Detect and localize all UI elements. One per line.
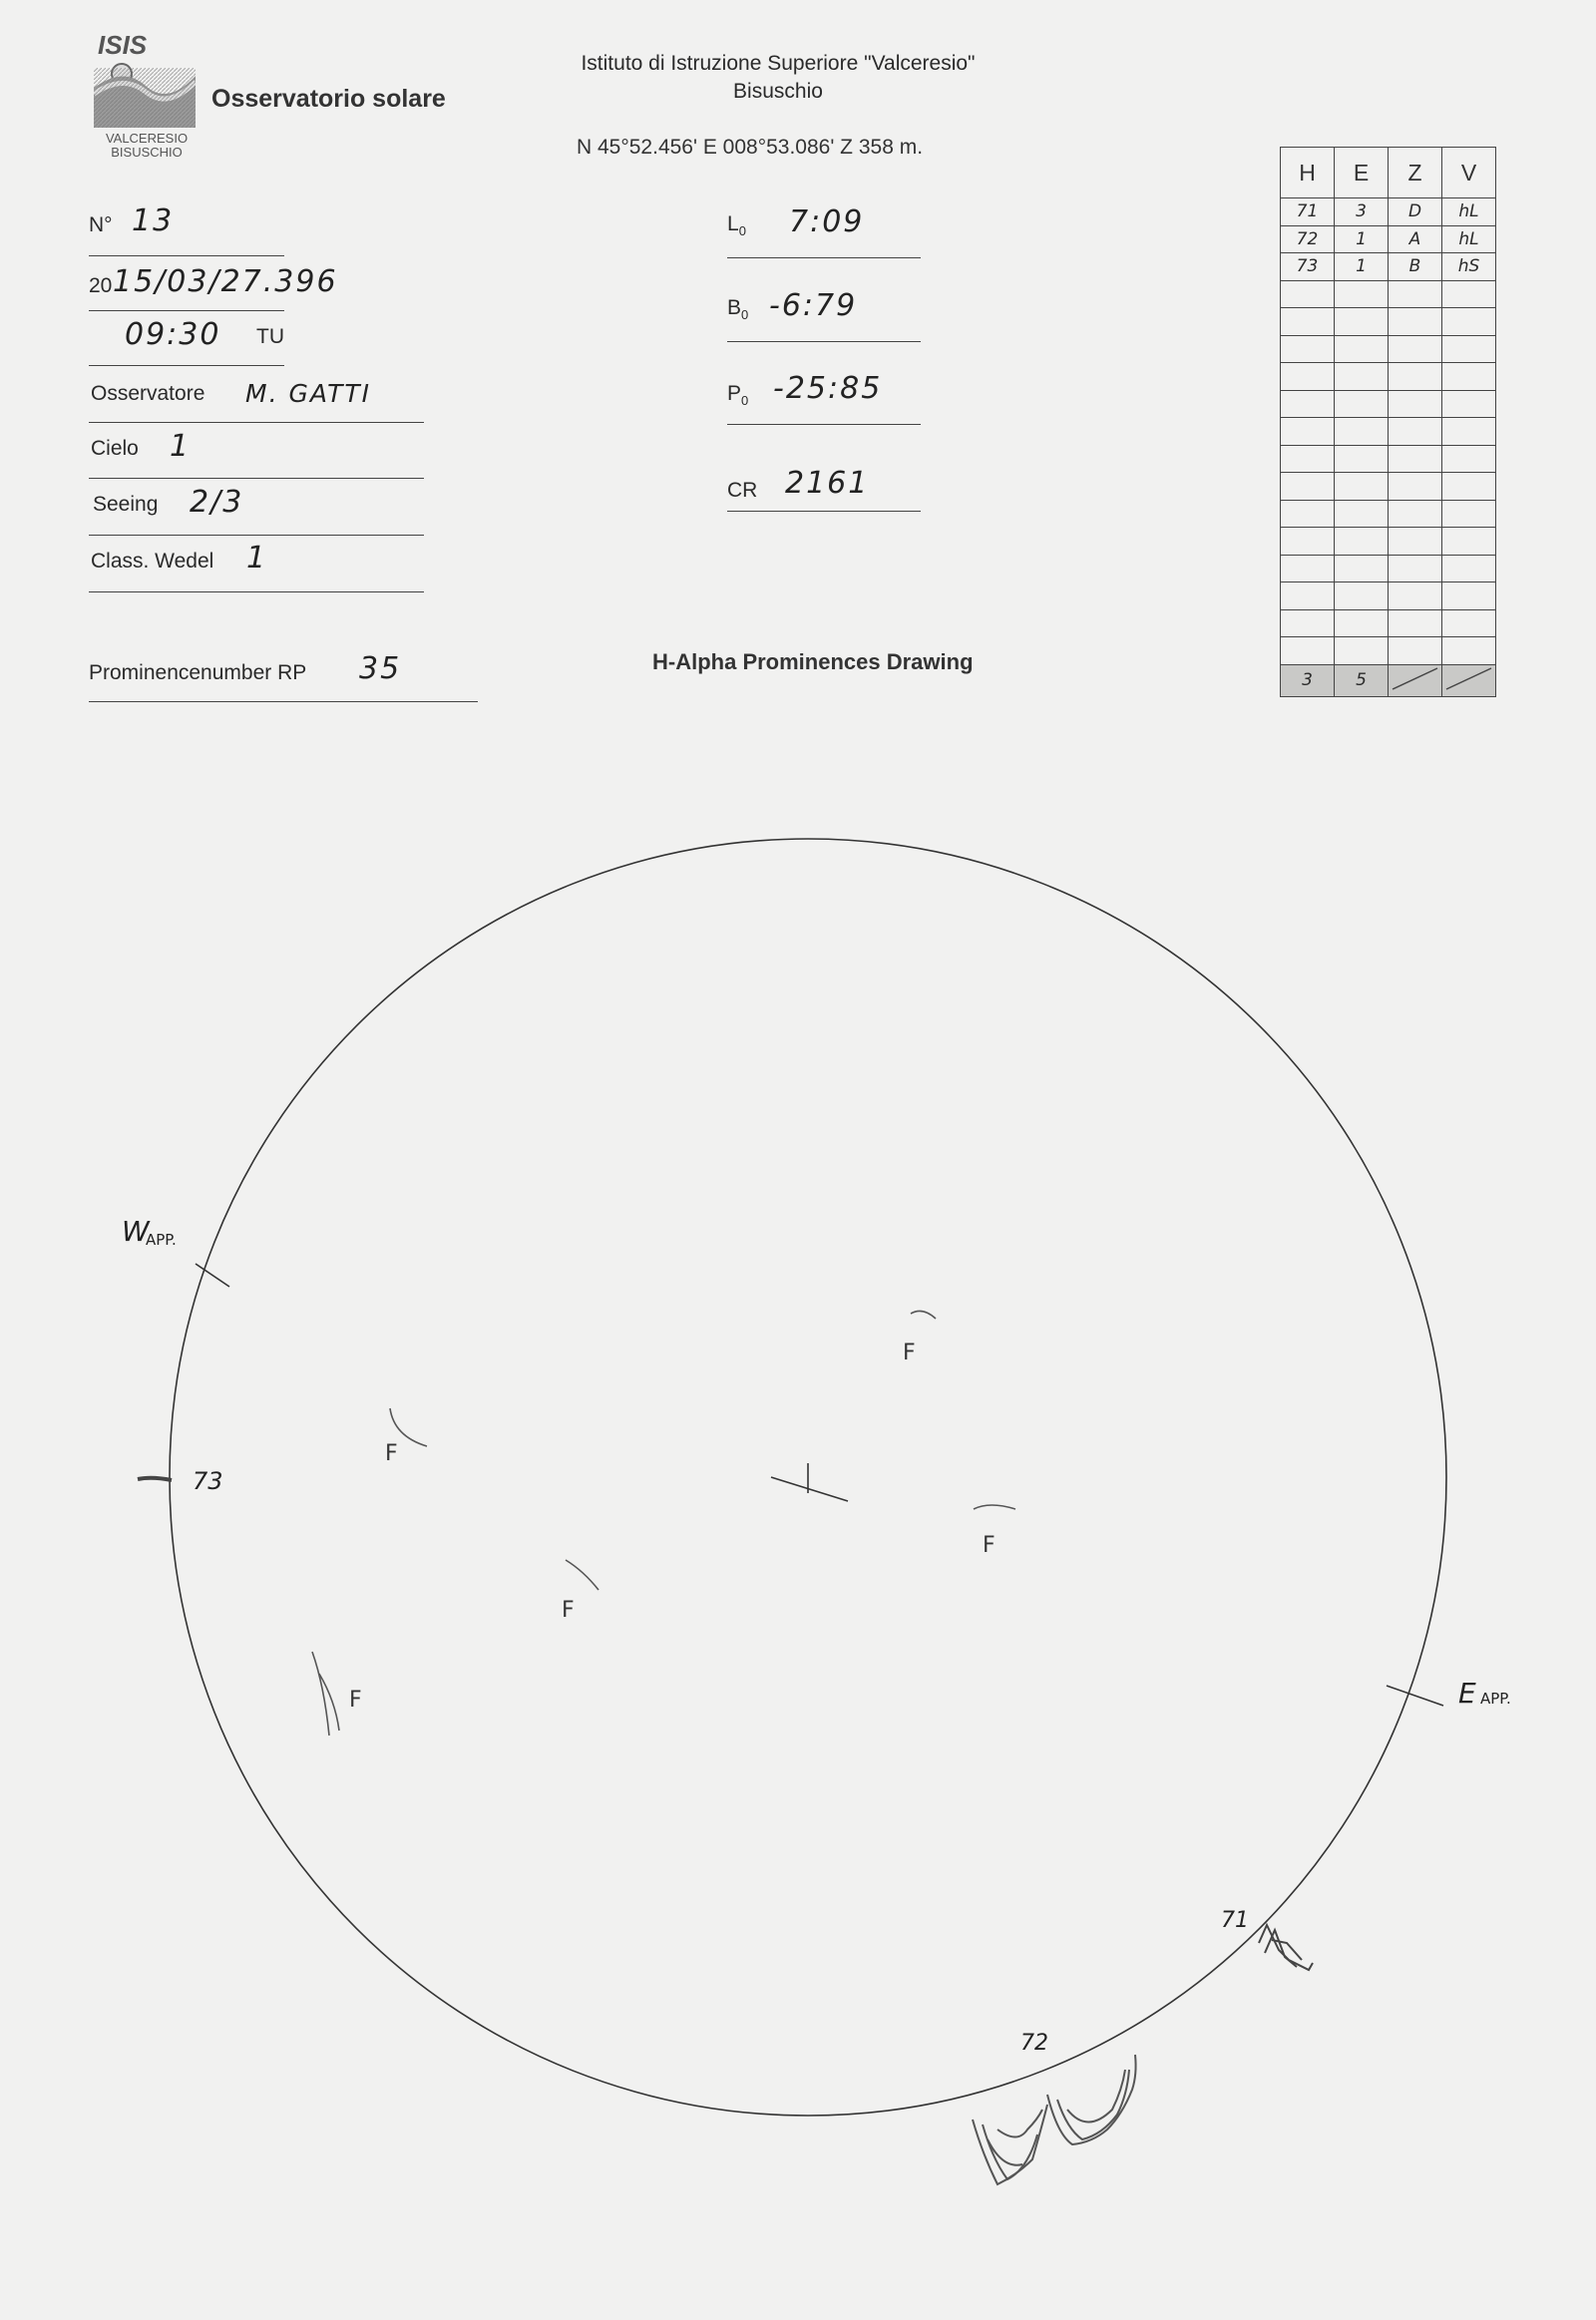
date-value: 15/03/27.396 bbox=[113, 264, 338, 299]
filament-1-mark bbox=[911, 1311, 936, 1319]
prominence-73-mark bbox=[138, 1478, 172, 1480]
filament-4-label: F bbox=[562, 1598, 575, 1623]
west-label-sub: APP. bbox=[146, 1231, 177, 1249]
cr-label: CR bbox=[727, 479, 758, 502]
l0-letter: L bbox=[727, 212, 739, 235]
east-label-sub: APP. bbox=[1480, 1690, 1511, 1708]
filament-1-label: F bbox=[903, 1341, 916, 1365]
site-coordinates: N 45°52.456' E 008°53.086' Z 358 m. bbox=[577, 136, 924, 159]
prominence-number-label: Prominencenumber RP bbox=[89, 661, 307, 684]
seeing-label: Seeing bbox=[93, 493, 159, 516]
sky-value: 1 bbox=[170, 429, 192, 464]
east-axis-tick bbox=[1387, 1686, 1443, 1706]
prominence-72-label: 72 bbox=[1020, 2031, 1048, 2056]
date-prefix: 20 bbox=[89, 274, 113, 297]
wedel-value: 1 bbox=[246, 541, 268, 576]
time-unit: TU bbox=[256, 325, 284, 348]
drawing-title: H-Alpha Prominences Drawing bbox=[652, 649, 974, 674]
b0-letter: B bbox=[727, 296, 742, 319]
filament-2-label: F bbox=[983, 1533, 996, 1558]
institute-name: Istituto di Istruzione Superiore "Valceresio" bbox=[581, 52, 976, 75]
filament-5-label: F bbox=[349, 1688, 362, 1713]
west-axis-tick bbox=[196, 1264, 229, 1287]
cell-e: 3 bbox=[1335, 198, 1389, 226]
number-label: N° bbox=[89, 213, 113, 236]
prominence-72-mark bbox=[973, 2055, 1136, 2184]
filament-5b-mark bbox=[319, 1674, 339, 1731]
observer-value: M. GATTI bbox=[245, 379, 372, 408]
cr-value: 2161 bbox=[785, 466, 870, 501]
header-h: H bbox=[1281, 148, 1335, 198]
logo-sub-line2: BISUSCHIO bbox=[111, 145, 183, 160]
disk-center-cross bbox=[771, 1463, 848, 1501]
cell-h: 72 bbox=[1281, 225, 1335, 253]
filament-4-mark bbox=[566, 1560, 598, 1590]
prominence-number-value: 35 bbox=[359, 651, 402, 686]
cell-e: 1 bbox=[1335, 225, 1389, 253]
p0-subscript: 0 bbox=[741, 393, 749, 409]
cell-z: B bbox=[1389, 253, 1442, 281]
cell-v: hS bbox=[1442, 253, 1496, 281]
observatory-name: Osservatorio solare bbox=[211, 85, 446, 113]
b0-value: -6:79 bbox=[769, 288, 858, 323]
filament-2-mark bbox=[974, 1505, 1015, 1509]
prominence-73-label: 73 bbox=[193, 1467, 223, 1495]
filament-marks bbox=[312, 1311, 1015, 1736]
total-h: 3 bbox=[1281, 664, 1335, 696]
filament-3-label: F bbox=[385, 1441, 398, 1466]
total-e: 5 bbox=[1335, 664, 1389, 696]
cell-z: A bbox=[1389, 225, 1442, 253]
seeing-value: 2/3 bbox=[190, 485, 244, 520]
cell-v: hL bbox=[1442, 198, 1496, 226]
cell-e: 1 bbox=[1335, 253, 1389, 281]
b0-subscript: 0 bbox=[741, 307, 749, 323]
prominence-71-mark bbox=[1259, 1925, 1313, 1970]
l0-subscript: 0 bbox=[738, 223, 746, 239]
header-e: E bbox=[1335, 148, 1389, 198]
wedel-label: Class. Wedel bbox=[91, 550, 214, 573]
west-label: W bbox=[122, 1215, 152, 1248]
cell-v: hL bbox=[1442, 225, 1496, 253]
prominence-71-label: 71 bbox=[1221, 1908, 1249, 1933]
logo-sub-line1: VALCERESIO bbox=[105, 131, 189, 146]
institute-town: Bisuschio bbox=[733, 80, 823, 103]
cell-h: 71 bbox=[1281, 198, 1335, 226]
number-value: 13 bbox=[132, 203, 175, 238]
time-value: 09:30 bbox=[125, 317, 221, 352]
p0-letter: P bbox=[727, 382, 742, 405]
l0-value: 7:09 bbox=[789, 204, 865, 239]
cell-h: 73 bbox=[1281, 253, 1335, 281]
cell-z: D bbox=[1389, 198, 1442, 226]
header-v: V bbox=[1442, 148, 1496, 198]
logo-wordmark: ISIS bbox=[98, 30, 148, 60]
p0-value: -25:85 bbox=[773, 371, 883, 406]
header-z: Z bbox=[1389, 148, 1442, 198]
sky-label: Cielo bbox=[91, 437, 139, 460]
filament-5-mark bbox=[312, 1652, 329, 1736]
observer-label: Osservatore bbox=[91, 382, 205, 405]
east-label: E bbox=[1458, 1677, 1476, 1710]
